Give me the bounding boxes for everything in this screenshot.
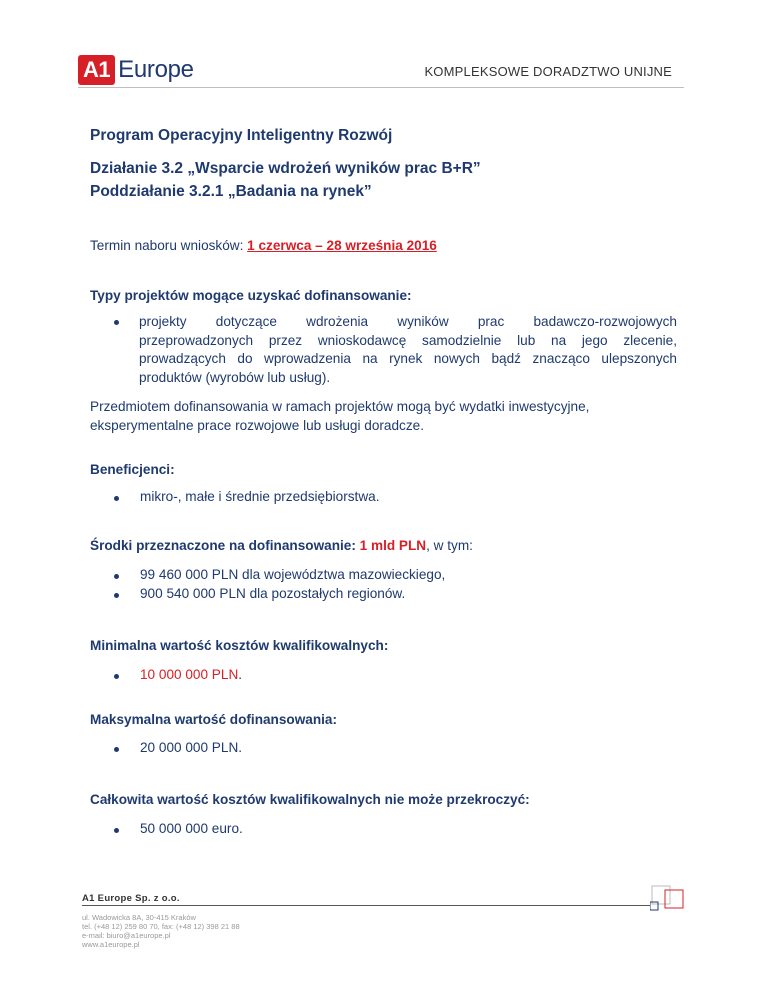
footer-contact [82,913,240,949]
deadline-value: 1 czerwca – 28 września 2016 [247,238,437,253]
header-divider [78,87,684,88]
project-types-line: przeprowadzonych przez wnioskodawcę samodzielnie lub na jego zlecenie, [139,332,677,348]
footer-address: ul. Wadowicka 8A, 30-415 Kraków [82,913,196,922]
deadline-line [90,238,437,253]
footer-logo-icon [650,884,686,912]
logo-text: Europe [118,56,194,83]
bullet-dot [114,320,119,325]
bullet-dot [114,496,119,501]
program-title: Program Operacyjny Inteligentny Rozwój [90,127,393,144]
project-types-paragraph [90,398,690,435]
footer-divider [82,905,650,906]
min-costs-value: 10 000 000 PLN [140,667,239,682]
company-logo [78,55,194,85]
footer-email[interactable]: e-mail: biuro@a1europe.pl [82,931,171,940]
bullet-dot [114,747,119,752]
bullet-text: 99 460 000 PLN dla województwa mazowieckiego, [140,567,446,582]
subaction-title: Poddziałanie 3.2.1 „Badania na rynek” [90,183,372,200]
project-types-heading: Typy projektów mogące uzyskać dofinansowanie: [90,288,412,303]
project-types-line: produktów (wyrobów lub usług). [139,369,331,385]
paragraph-line: Przedmiotem dofinansowania w ramach projektów mogą być wydatki inwestycyjne, [90,399,590,414]
total-costs-heading: Całkowita wartość kosztów kwalifikowalnych nie może przekroczyć: [90,792,530,807]
max-funding-heading: Maksymalna wartość dofinansowania: [90,712,338,727]
bullet-text [140,667,242,682]
action-title: Działanie 3.2 „Wsparcie wdrożeń wyników prac B+R” [90,160,481,177]
bullet-dot [114,593,119,598]
bullet-dot [114,574,119,579]
funds-heading-value: 1 mld PLN [359,538,427,553]
logo-mark: A1 [78,55,115,85]
deadline-label: Termin naboru wniosków: [90,238,248,253]
paragraph-line: eksperymentalne prace rozwojowe lub usługi doradcze. [90,417,424,433]
beneficiaries-heading: Beneficjenci: [90,462,175,477]
footer-website[interactable]: www.a1europe.pl [82,940,140,949]
min-costs-heading: Minimalna wartość kosztów kwalifikowalnych: [90,638,389,653]
funds-heading-suffix: , w tym: [426,538,473,553]
min-costs-suffix: . [238,667,243,682]
bullet-dot [114,828,119,833]
bullet-text: 50 000 000 euro. [140,821,243,836]
funds-heading [90,538,473,553]
project-types-line: projekty dotyczące wdrożenia wyników prac badawczo-rozwojowych [139,314,677,329]
project-types-line: prowadzących do wprowadzenia na rynek nowych bądź znacząco ulepszonych [139,351,677,366]
bullet-text: 20 000 000 PLN. [140,740,243,755]
project-types-text [139,313,677,387]
bullet-text: mikro-, małe i średnie przedsiębiorstwa. [140,489,380,504]
bullet-dot [114,674,119,679]
footer-company: A1 Europe Sp. z o.o. [82,893,180,904]
funds-heading-prefix: Środki przeznaczone na dofinansowanie: [90,538,360,553]
bullet-text: 900 540 000 PLN dla pozostałych regionów. [140,586,406,601]
footer-phone: tel. (+48 12) 259 80 70, fax: (+48 12) 398 21 88 [82,922,240,931]
header-tagline: KOMPLEKSOWE DORADZTWO UNIJNE [424,64,672,79]
